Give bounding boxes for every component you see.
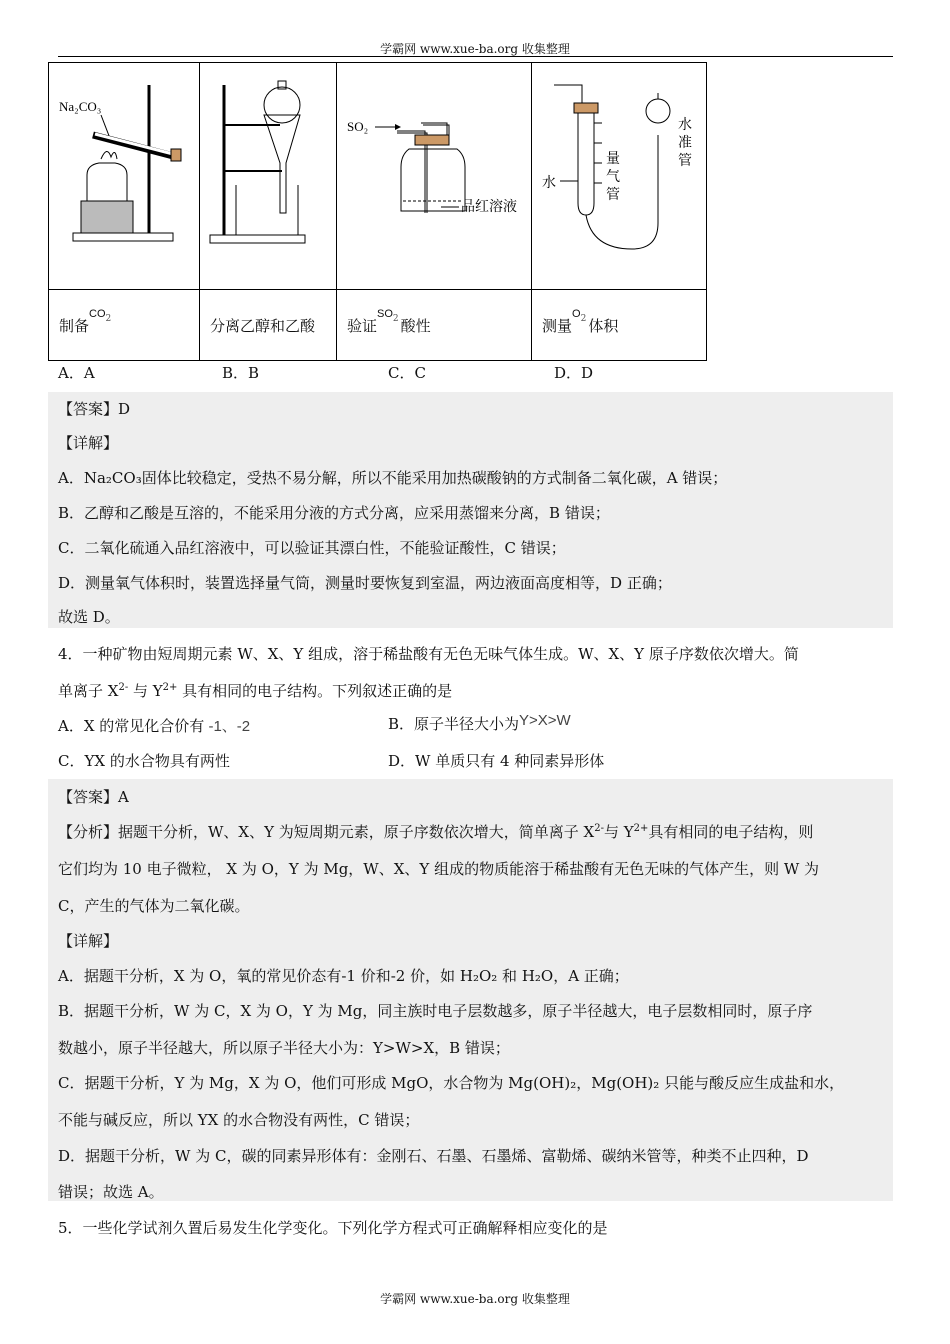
q4-answer-block: [48, 779, 893, 1201]
apparatus-b-cell: [200, 63, 337, 290]
q4-analysis-line3: C，产生的气体为二氧化碳。: [58, 897, 250, 915]
experiment-table: [48, 62, 707, 361]
q4-stem-line2: 单离子 $X^{2-}$ 与 $Y^{2+}$ 具有相同的电子结构。下列叙述正确的是: [58, 682, 453, 700]
q3-detail-line: A．Na₂CO₃固体比较稳定，受热不易分解，所以不能采用加热碳酸钠的方式制备二氧化碳，A 错误；: [58, 469, 728, 487]
q4-detail-c1: C．据题干分析，Y 为 Mg，X 为 O，他们可形成 MgO，水合物为 Mg(OH)₂，Mg(OH)₂ 只能与酸反应生成盐和水，: [58, 1074, 845, 1092]
caption-a: 制备$^{CO2}$: [49, 290, 200, 361]
q4-detail-c2: 不能与碱反应，所以 YX 的水合物没有两性，C 错误；: [58, 1111, 420, 1129]
caption-d: 测量$^{O2}$ 体积: [532, 290, 707, 361]
na2co3-label: Na₂CO₃: [59, 99, 102, 114]
pinhong-solution-label: 品红溶液: [461, 199, 517, 215]
q4-option-c: C．YX 的水合物具有两性: [58, 752, 230, 770]
q3-detail-line: C．二氧化硫通入品红溶液中，可以验证其漂白性，不能验证酸性，C 错误；: [58, 539, 566, 557]
apparatus-d-diagram: [532, 63, 706, 285]
page-header: 学霸网 www.xue-ba.org 收集整理: [380, 42, 570, 56]
q3-detail-line: D．测量氧气体积时，装置选择量气筒，测量时要恢复到室温，两边液面高度相等，D 正确；: [58, 574, 672, 592]
q4-option-d: D．W 单质只有 4 种同素异形体: [388, 752, 605, 770]
q4-stem-line1: 4．一种矿物由短周期元素 W、X、Y 组成，溶于稀盐酸有无色无味气体生成。W、X、Y 原子序数依次增大。简: [58, 645, 799, 663]
q4-detail-d2: 错误；故选 A。: [58, 1183, 164, 1201]
q4-detail-title: 【详解】: [58, 932, 119, 950]
leveling-tube-label: 水准管: [678, 117, 692, 169]
apparatus-d-cell: [532, 63, 707, 290]
q4-detail-b1: B．据题干分析，W 为 C，X 为 O，Y 为 Mg，同主族时电子层数越多，原子半径越大，电子层数相同时，原子序: [58, 1002, 813, 1020]
apparatus-c-cell: [337, 63, 532, 290]
apparatus-a-diagram: [49, 63, 199, 285]
page-footer: 学霸网 www.xue-ba.org 收集整理: [380, 1292, 570, 1306]
q3-detail-title: 【详解】: [58, 434, 119, 452]
q4-option-b: B．原子半径大小为Y>X>W: [388, 712, 571, 733]
q3-answer: 【答案】D: [58, 400, 131, 418]
q4-answer: 【答案】A: [58, 788, 129, 806]
q3-option-d: D．D: [554, 364, 594, 382]
apparatus-a-cell: [49, 63, 200, 290]
q4-option-a: A．X 的常见化合价有 -1、-2: [58, 717, 251, 735]
header-divider: [58, 56, 893, 57]
so2-inlet-label: SO₂: [347, 119, 369, 134]
q4-detail-a: A．据题干分析，X 为 O，氧的常见价态有-1 价和-2 价，如 H₂O₂ 和 H₂O，A 正确；: [58, 967, 629, 985]
caption-c: 验证$^{SO2}$ 酸性: [337, 290, 532, 361]
q3-option-c: C．C: [388, 364, 426, 382]
q3-option-a: A．A: [58, 364, 95, 382]
apparatus-b-diagram: [200, 63, 336, 285]
caption-b: 分离乙醇和乙酸: [200, 290, 337, 361]
gas-burette-label: 量气管: [606, 151, 620, 203]
apparatus-c-diagram: [337, 63, 531, 285]
q4-analysis-line1: 【分析】据题干分析，W、X、Y 为短周期元素，原子序数依次增大，简单离子 $X^{2-}$与 $Y^{2+}$具有相同的电子结构，则: [58, 823, 814, 841]
water-label: 水: [542, 175, 556, 191]
q3-detail-line: 故选 D。: [58, 608, 120, 626]
q3-option-b: B．B: [222, 364, 260, 382]
q4-analysis-line2: 它们均为 10 电子微粒， X 为 O，Y 为 Mg，W、X、Y 组成的物质能溶于稀盐酸有无色无味的气体产生，则 W 为: [58, 860, 820, 878]
q5-stem: 5．一些化学试剂久置后易发生化学变化。下列化学方程式可正确解释相应变化的是: [58, 1219, 608, 1237]
q4-detail-d1: D．据题干分析，W 为 C，碳的同素异形体有：金刚石、石墨、石墨烯、富勒烯、碳纳米管等，种类不止四种，D: [58, 1147, 809, 1165]
q4-detail-b2: 数越小，原子半径越大，所以原子半径大小为：Y>W>X，B 错误；: [58, 1039, 510, 1057]
q3-detail-line: B．乙醇和乙酸是互溶的，不能采用分液的方式分离，应采用蒸馏来分离，B 错误；: [58, 504, 610, 522]
